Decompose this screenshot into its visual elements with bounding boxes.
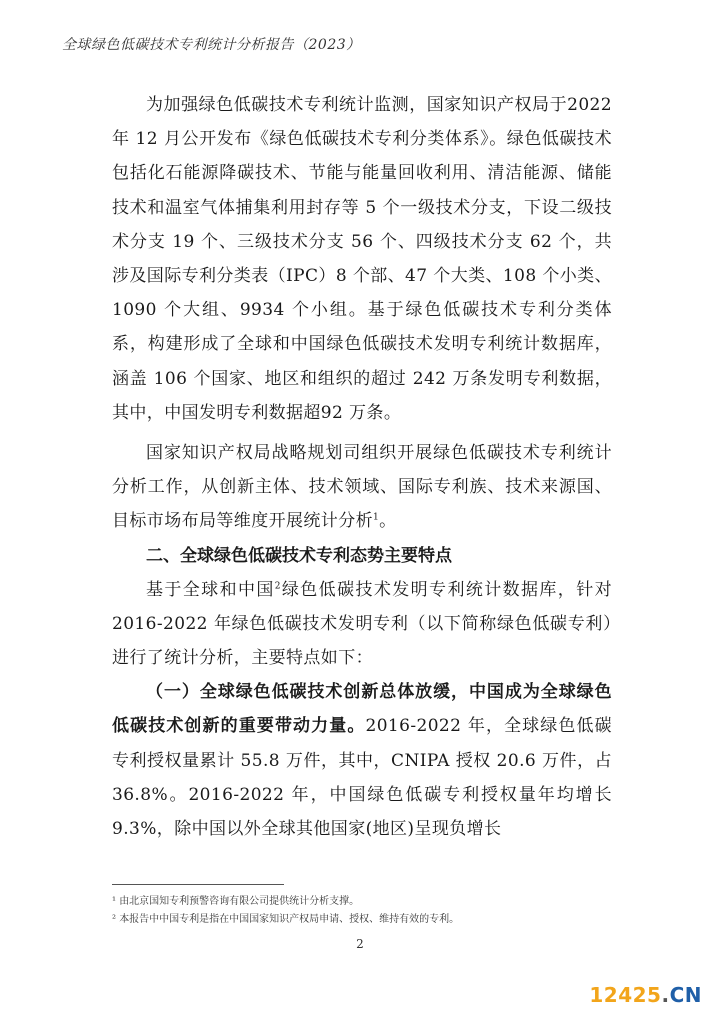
footnotes bbox=[112, 893, 459, 929]
section-heading-2: 二、全球绿色低碳技术专利态势主要特点 bbox=[146, 545, 452, 566]
footnote-2: ² 本报告中中国专利是指在中国国家知识产权局申请、授权、维持有效的专利。 bbox=[112, 914, 460, 925]
site-watermark bbox=[589, 983, 702, 1007]
paragraph-statistics-end: 。 bbox=[379, 511, 397, 532]
paragraph-statistics-text: 国家知识产权局战略规划司组织开展绿色低碳技术专利统计分析工作，从创新主体、技术领域、国际专利族、技术来源国、目标市场布局等维度开展统计分析 bbox=[112, 443, 612, 532]
database-intro-b: 绿色低碳技术发明专利统计数据库，针对 2016-2022 年绿色低碳技术发明专利（以下简称绿色低碳专利）进行了统计分析，主要特点如下： bbox=[112, 579, 612, 669]
watermark-cn: CN bbox=[669, 983, 702, 1007]
database-intro-a: 基于全球和中国 bbox=[146, 579, 275, 600]
paragraph-classification-system: 为加强绿色低碳技术专利统计监测，国家知识产权局于2022 年 12 月公开发布《绿色低碳技术专利分类体系》。绿色低碳技术包括化石能源降碳技术、节能与能量回收利用、清洁能源、储能技术和温室气体捕集利用封存等 5 个一级技术分支，下设二级技术分支 19 个、三级技术分支 56 个、四级技术分支 62 个，共涉及国际专利分类表（IPC）8 个部、47 个大类、108 个小类、1090 个大组、9934 个小组。基于绿色低碳技术专利分类体系，构建形成了全球和中国绿色低碳技术发明专利统计数据库，涵盖 106 个国家、地区和组织的超过 242 万条发明专利数据，其中，中国发明专利数据超92 万条。 bbox=[112, 95, 612, 423]
page-number: 2 bbox=[356, 937, 364, 951]
footnote-ref-1[interactable]: 1 bbox=[373, 512, 380, 523]
watermark-number: 12425 bbox=[589, 983, 662, 1007]
running-header: 全球绿色低碳技术专利统计分析报告（2023） bbox=[62, 37, 361, 53]
footnote-divider bbox=[112, 884, 284, 885]
finding-1-lead: （一）全球绿色低碳技术创新总体放缓，中国成为全球绿色低碳技术创新的重要带动力量。 bbox=[112, 682, 612, 737]
finding-1-body: 2016-2022 年，全球绿色低碳专利授权量累计 55.8 万件，其中，CNIPA 授权 20.6 万件，占 36.8%。2016-2022 年，中国绿色低碳专利授权量年均增长 9.3%，除中国以外全球其他国家(地区)呈现负增长 bbox=[112, 716, 613, 840]
page-body bbox=[112, 88, 612, 846]
paragraph-statistics-work bbox=[112, 436, 612, 539]
footnote-1: ¹ 由北京国知专利预警咨询有限公司提供统计分析支撑。 bbox=[112, 896, 360, 907]
paragraph-finding-1 bbox=[112, 675, 612, 846]
footnote-ref-2[interactable]: 2 bbox=[274, 580, 281, 591]
watermark-dot: . bbox=[661, 983, 670, 1007]
paragraph-database-intro bbox=[112, 573, 612, 676]
